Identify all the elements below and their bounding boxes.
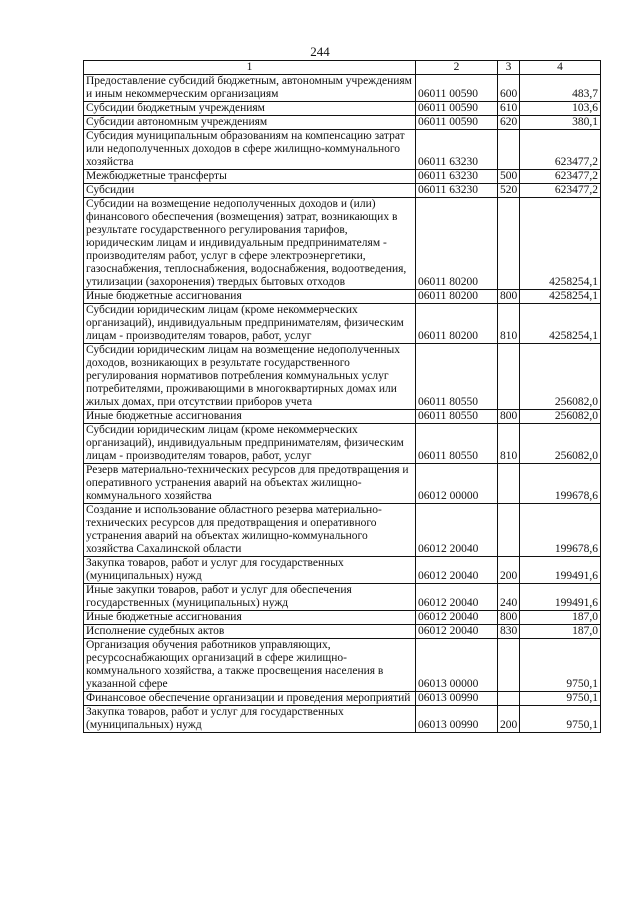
expense-type-cell: 600 [498,75,520,102]
item-name-cell: Иные закупки товаров, работ и услуг для обеспечения государственных (муниципальных) нужд [84,584,416,611]
target-code-cell: 06011 80550 [416,424,498,464]
target-code-cell: 06011 80550 [416,344,498,410]
item-name-cell: Финансовое обеспечение организации и проведения мероприятий [84,692,416,706]
item-name-cell: Иные бюджетные ассигнования [84,410,416,424]
item-name-cell: Субсидии бюджетным учреждениям [84,102,416,116]
expense-type-cell: 810 [498,424,520,464]
expense-type-cell: 240 [498,584,520,611]
expense-type-cell: 520 [498,184,520,198]
item-name-cell: Субсидии на возмещение недополученных доходов и (или) финансового обеспечения (возмещения) затрат, возникающих в результате государственного регулирования тарифов, юридическим лицам и индивидуальным предпринимателям - производителям работ, услуг в сфере электроэнергетики, газоснабжения, теплоснабжения, водоснабжения, водоотведения, утилизации (захоронения) твердых бытовых отходов [84,198,416,290]
table-row [84,75,601,102]
target-code-cell: 06011 63230 [416,184,498,198]
item-name-cell: Иные бюджетные ассигнования [84,290,416,304]
target-code-cell: 06013 00990 [416,706,498,733]
item-name-cell: Закупка товаров, работ и услуг для государственных (муниципальных) нужд [84,557,416,584]
table-row [84,464,601,504]
target-code-cell: 06011 00590 [416,116,498,130]
table-row [84,504,601,557]
expense-type-cell: 800 [498,410,520,424]
amount-cell: 199491,6 [520,557,601,584]
table-row [84,410,601,424]
target-code-cell: 06011 80200 [416,290,498,304]
amount-cell: 4258254,1 [520,304,601,344]
amount-cell: 187,0 [520,611,601,625]
amount-cell: 103,6 [520,102,601,116]
target-code-cell: 06011 80550 [416,410,498,424]
table-row [84,116,601,130]
amount-cell: 199491,6 [520,584,601,611]
item-name-cell: Закупка товаров, работ и услуг для государственных (муниципальных) нужд [84,706,416,733]
target-code-cell: 06013 00990 [416,692,498,706]
item-name-cell: Субсидии [84,184,416,198]
target-code-cell: 06011 00590 [416,102,498,116]
amount-cell: 4258254,1 [520,198,601,290]
expense-type-cell [498,130,520,170]
table-row [84,706,601,733]
expense-type-cell [498,198,520,290]
header-col-2: 2 [416,61,498,75]
target-code-cell: 06012 20040 [416,611,498,625]
table-row [84,692,601,706]
amount-cell: 9750,1 [520,639,601,692]
item-name-cell: Субсидии юридическим лицам (кроме некоммерческих организаций), индивидуальным предпринимателям, физическим лицам - производителям товаров, работ, услуг [84,424,416,464]
amount-cell: 380,1 [520,116,601,130]
table-row [84,625,601,639]
table-row [84,290,601,304]
expense-type-cell [498,344,520,410]
table-row [84,344,601,410]
target-code-cell: 06012 00000 [416,464,498,504]
target-code-cell: 06012 20040 [416,504,498,557]
expense-type-cell: 800 [498,290,520,304]
expense-type-cell: 830 [498,625,520,639]
expense-type-cell: 500 [498,170,520,184]
target-code-cell: 06011 00590 [416,75,498,102]
item-name-cell: Предоставление субсидий бюджетным, автономным учреждениям и иным некоммерческим организациям [84,75,416,102]
table-row [84,170,601,184]
header-col-4: 4 [520,61,601,75]
amount-cell: 623477,2 [520,184,601,198]
amount-cell: 9750,1 [520,706,601,733]
target-code-cell: 06011 63230 [416,130,498,170]
page-number: 244 [310,44,330,59]
amount-cell: 483,7 [520,75,601,102]
item-name-cell: Резерв материально-технических ресурсов для предотвращения и оперативного устранения аварий на объектах жилищно-коммунального хозяйства [84,464,416,504]
item-name-cell: Субсидии юридическим лицам (кроме некоммерческих организаций), индивидуальным предпринимателям, физическим лицам - производителям товаров, работ, услуг [84,304,416,344]
amount-cell: 623477,2 [520,130,601,170]
amount-cell: 623477,2 [520,170,601,184]
expense-type-cell: 620 [498,116,520,130]
amount-cell: 199678,6 [520,464,601,504]
header-col-3: 3 [498,61,520,75]
amount-cell: 256082,0 [520,424,601,464]
budget-table [83,60,601,733]
amount-cell: 199678,6 [520,504,601,557]
amount-cell: 9750,1 [520,692,601,706]
table-row [84,611,601,625]
table-row [84,639,601,692]
table-row [84,184,601,198]
amount-cell: 256082,0 [520,344,601,410]
expense-type-cell: 800 [498,611,520,625]
expense-type-cell [498,464,520,504]
target-code-cell: 06012 20040 [416,625,498,639]
header-col-1: 1 [84,61,416,75]
expense-type-cell: 200 [498,557,520,584]
table-row [84,198,601,290]
target-code-cell: 06011 63230 [416,170,498,184]
target-code-cell: 06012 20040 [416,584,498,611]
table-row [84,130,601,170]
target-code-cell: 06012 20040 [416,557,498,584]
item-name-cell: Организация обучения работников управляющих, ресурсоснабжающих организаций в сфере жилищно-коммунального хозяйства, а также просвещения населения в указанной сфере [84,639,416,692]
table-row [84,584,601,611]
target-code-cell: 06011 80200 [416,198,498,290]
header-row [84,61,601,75]
expense-type-cell: 810 [498,304,520,344]
expense-type-cell [498,692,520,706]
expense-type-cell: 610 [498,102,520,116]
item-name-cell: Субсидия муниципальным образованиям на компенсацию затрат или недополученных доходов в сфере жилищно-коммунального хозяйства [84,130,416,170]
table-row [84,557,601,584]
item-name-cell: Субсидии юридическим лицам на возмещение недополученных доходов, возникающих в результате государственного регулирования нормативов потребления коммунальных услуг потребителями, проживающими в многоквартирных домах или жилых домах, при отсутствии приборов учета [84,344,416,410]
table-row [84,424,601,464]
amount-cell: 256082,0 [520,410,601,424]
item-name-cell: Исполнение судебных актов [84,625,416,639]
target-code-cell: 06013 00000 [416,639,498,692]
item-name-cell: Иные бюджетные ассигнования [84,611,416,625]
expense-type-cell [498,504,520,557]
table-row [84,102,601,116]
expense-type-cell: 200 [498,706,520,733]
expense-type-cell [498,639,520,692]
amount-cell: 187,0 [520,625,601,639]
table-row [84,304,601,344]
item-name-cell: Создание и использование областного резерва материально-технических ресурсов для предотвращения и оперативного устранения аварий на объектах жилищно-коммунального хозяйства Сахалинской области [84,504,416,557]
amount-cell: 4258254,1 [520,290,601,304]
target-code-cell: 06011 80200 [416,304,498,344]
item-name-cell: Субсидии автономным учреждениям [84,116,416,130]
item-name-cell: Межбюджетные трансферты [84,170,416,184]
